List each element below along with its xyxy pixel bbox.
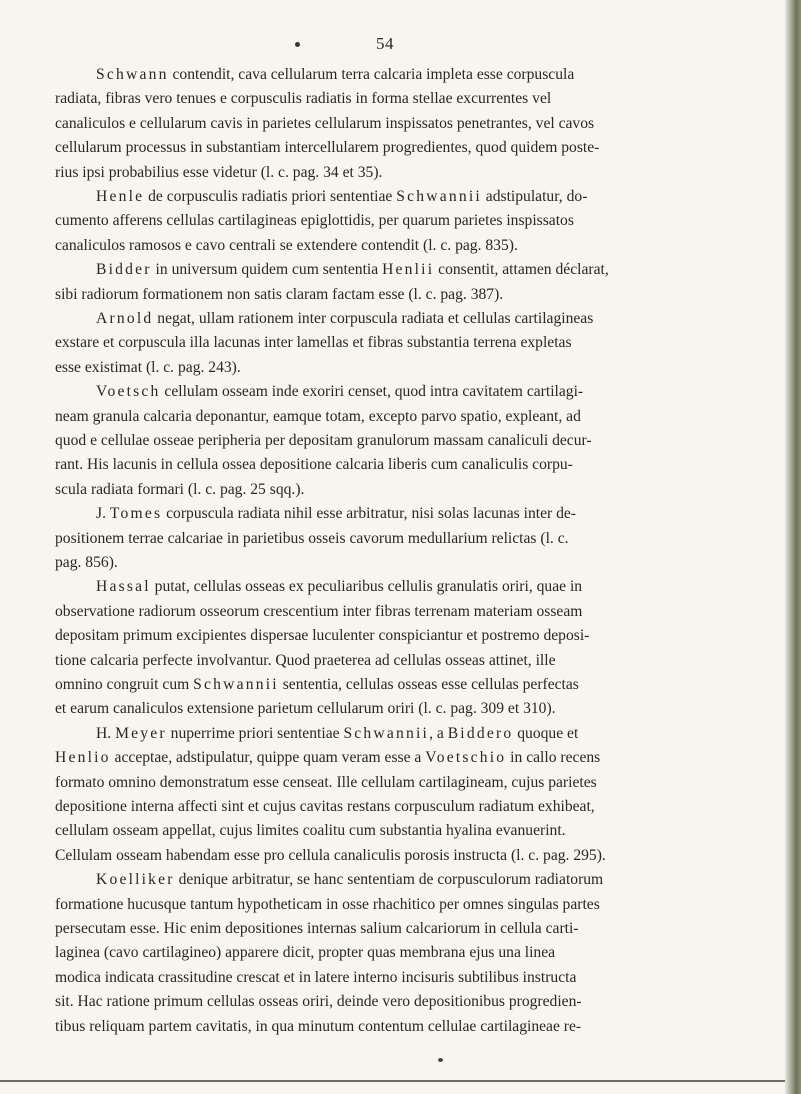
text-segment: contendit, cava cellularum terra calcaria impleta esse corpuscula (168, 66, 575, 83)
text-line (55, 238, 518, 254)
text-segment: depositione interna affecti sint et cujus cavitas restans corpusculum radiatum exhibeat, (55, 798, 595, 815)
text-line (55, 945, 555, 961)
text-segment: pag. 856). (55, 554, 118, 571)
author-name: Biddero (447, 725, 514, 742)
author-name: Arnold (96, 310, 154, 327)
text-line (55, 555, 118, 571)
ink-smudge (438, 1058, 443, 1062)
author-name: Henlii (382, 261, 435, 278)
author-name: Henle (96, 188, 145, 205)
text-line (55, 140, 599, 156)
text-segment: de corpusculis radiatis priori sententiae (144, 188, 397, 205)
text-line (55, 482, 304, 498)
text-line (55, 848, 606, 864)
text-line (55, 750, 600, 766)
text-line (55, 994, 582, 1010)
text-segment: positionem terrae calcariae in parietibus osseis cavorum medullarium relictas (l. c. (55, 530, 569, 547)
author-name: Voetschio (425, 749, 507, 766)
text-line (55, 335, 572, 351)
text-segment: cellularum processus in substantiam intercellularem progredientes, quod quidem poste- (55, 139, 600, 156)
text-segment: tibus reliquam partem cavitatis, in qua minutum contentum cellulae cartilagineae re- (55, 1018, 582, 1035)
text-line (55, 91, 551, 107)
text-line (55, 165, 382, 181)
text-segment: canaliculos e cellularum cavis in parietes cellularum inspissatos penetrantes, vel cavos (55, 115, 595, 132)
text-line (55, 116, 594, 132)
author-name: Schwann (96, 66, 169, 83)
text-segment: esse existimat (l. c. pag. 243). (55, 359, 241, 376)
text-line (55, 360, 241, 376)
author-name: Hassal (96, 578, 151, 595)
text-line (96, 311, 593, 327)
text-line (96, 67, 574, 83)
text-segment: denique arbitratur, se hanc sententiam de corpusculorum radiatorum (174, 871, 604, 888)
bottom-rule (0, 1080, 785, 1082)
text-segment: quod e cellulae osseae peripheria per depositam granulorum massam canaliculi decur- (55, 432, 592, 449)
text-segment: scula radiata formari (l. c. pag. 25 sqq.). (55, 481, 305, 498)
text-segment: J. (96, 505, 110, 522)
text-line (96, 189, 587, 205)
author-name: Henlio (55, 749, 111, 766)
text-segment: , a (429, 725, 448, 742)
text-segment: putat, cellulas osseas ex peculiaribus cellulis granulatis oriri, quae in (150, 578, 583, 595)
printer-dot (295, 42, 300, 47)
text-line (55, 677, 579, 693)
text-segment: negat, ullam rationem inter corpuscula radiata et cellulas cartilagineas (153, 310, 594, 327)
text-segment: consentit, attamen déclarat, (434, 261, 609, 278)
text-line (55, 457, 573, 473)
text-segment: persecutam esse. Hic enim depositiones internas salium calcariorum in cellula carti- (55, 920, 579, 937)
text-segment: rius ipsi probabilius esse videtur (l. c. pag. 34 et 35). (55, 164, 383, 181)
author-name: Tomes (109, 505, 163, 522)
text-segment: modica indicata crassitudine crescat et in latere interno incisuris subtilibus instructa (55, 969, 577, 986)
author-name: Koelliker (96, 871, 175, 888)
text-segment: corpuscula radiata nihil esse arbitratur, nisi solas lacunas inter de- (162, 505, 577, 522)
text-segment: omnino congruit cum (55, 676, 194, 693)
text-line (96, 579, 582, 595)
text-segment: laginea (cavo cartilagineo) apparere dicit, propter quas membrana ejus una linea (55, 944, 556, 961)
text-segment: quoque et (513, 725, 579, 742)
text-line (55, 799, 595, 815)
text-segment: adstipulatur, do- (481, 188, 588, 205)
text-segment: H. (96, 725, 116, 742)
text-line (55, 531, 569, 547)
text-line (55, 604, 582, 620)
author-name: Schwannii (343, 725, 430, 742)
text-line (55, 823, 566, 839)
text-segment: tione calcaria perfecte involvantur. Quod praeterea ad cellulas osseas attinet, ille (55, 652, 556, 669)
text-segment: cellulam osseam appellat, cujus limites coalitu cum substantia hyalina evanuerint. (55, 822, 566, 839)
author-name: Voetsch (96, 383, 161, 400)
text-line (96, 872, 603, 888)
author-name: Bidder (96, 261, 152, 278)
text-segment: radiata, fibras vero tenues e corpusculis radiatis in forma stellae excurrentes vel (55, 90, 552, 107)
page-number: 54 (376, 34, 394, 53)
text-segment: sibi radiorum formationem non satis claram factam esse (l. c. pag. 387). (55, 286, 504, 303)
text-segment: observatione radiorum osseorum crescentium inter fibras terrenam materiam osseam (55, 603, 583, 620)
text-segment: cellulam osseam inde exoriri censet, quod intra cavitatem cartilagi- (160, 383, 584, 400)
text-segment: in universum quidem cum sententia (151, 261, 383, 278)
text-line (96, 506, 576, 522)
text-segment: cumento afferens cellulas cartilagineas epiglottidis, per quarum parietes inspissatos (55, 212, 574, 229)
text-segment: sententia, cellulas osseas esse cellulas perfectas (278, 676, 579, 693)
text-line (55, 653, 556, 669)
text-line (55, 213, 574, 229)
text-segment: in callo recens (506, 749, 601, 766)
text-line (55, 628, 589, 644)
text-line (55, 701, 556, 717)
author-name: Schwannii (396, 188, 482, 205)
text-segment: canaliculos ramosos e cavo centrali se extendere contendit (l. c. pag. 835). (55, 237, 518, 254)
text-segment: neam granula calcaria deponantur, eamque totam, excepto parvo spatio, expleant, ad (55, 408, 581, 425)
text-segment: formato omnino demonstratum esse censeat. Ille cellulam cartilagineam, cujus parietes (55, 774, 597, 791)
text-segment: sit. Hac ratione primum cellulas osseas oriri, deinde vero depositionibus progredien- (55, 993, 582, 1010)
text-segment: formatione hucusque tantum hypotheticam in osse rhachitico per omnes singulas partes (55, 896, 600, 913)
text-line (55, 775, 597, 791)
text-segment: acceptae, adstipulatur, quippe quam veram esse a (110, 749, 426, 766)
author-name: Schwannii (193, 676, 279, 693)
text-line (55, 287, 503, 303)
text-line (55, 1019, 581, 1035)
text-line (96, 726, 578, 742)
text-line (96, 262, 609, 278)
text-line (96, 384, 583, 400)
text-line (55, 970, 576, 986)
text-segment: nuperrime priori sententiae (166, 725, 344, 742)
text-line (55, 433, 592, 449)
text-segment: depositam primum excipientes dispersae luculenter conspiciantur et postremo deposi- (55, 627, 590, 644)
text-line (55, 409, 581, 425)
text-segment: exstare et corpuscula illa lacunas inter lamellas et fibras substantia terrena expletas (55, 334, 572, 351)
text-segment: et earum canaliculos extensione parietum cellularum oriri (l. c. pag. 309 et 310). (55, 700, 556, 717)
author-name: Meyer (115, 725, 167, 742)
book-edge (785, 0, 801, 1094)
text-line (55, 897, 600, 913)
text-segment: rant. His lacunis in cellula ossea depositione calcaria liberis cum canaliculis corpu- (55, 456, 573, 473)
text-line (55, 921, 579, 937)
text-segment: Cellulam osseam habendam esse pro cellula canaliculis porosis instructa (l. c. pag. 295). (55, 847, 606, 864)
